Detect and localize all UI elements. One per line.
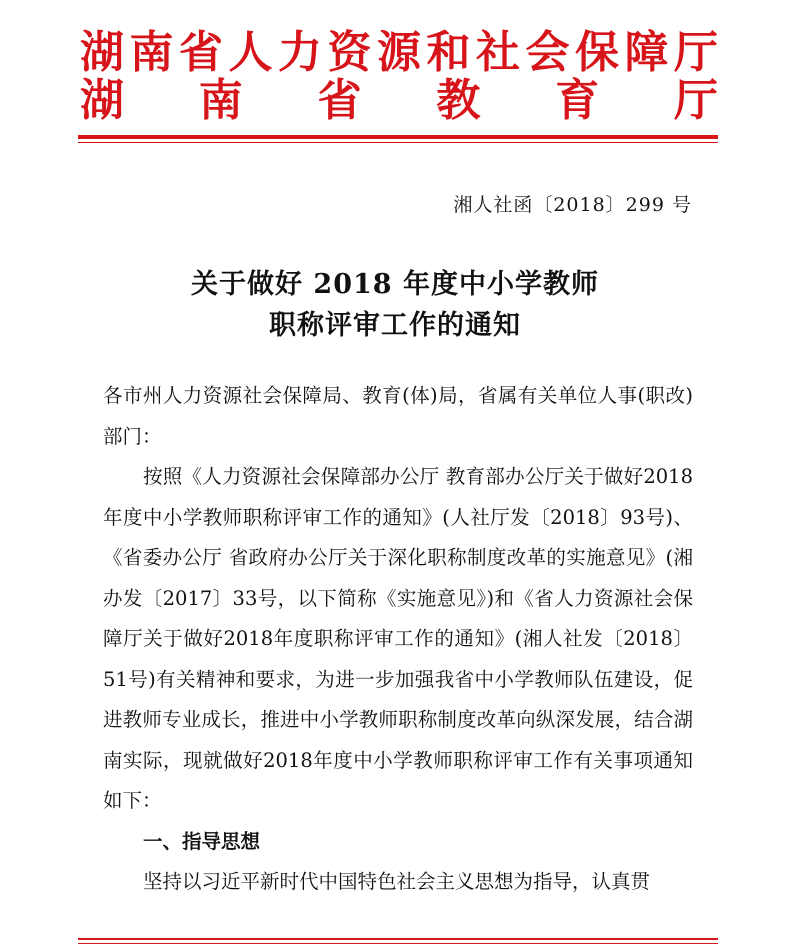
header-char: 和 (426, 27, 471, 78)
header-char: 厅 (674, 27, 718, 78)
footer-divider-thick (78, 938, 718, 940)
header-char: 省 (317, 75, 362, 126)
body-paragraph: 按照《人力资源社会保障部办公厅 教育部办公厅关于做好2018年度中小学教师职称评审工作的通知》(人社厅发〔2018〕93号)、《省委办公厅 省政府办公厅关于深化职称制度改革的实施意见》(湘办发〔2017〕33号，以下简称《实施意见》)和《省人力资源社会保障厅关于做好2018年度职称评审工作的通知》(湘人社发〔2018〕51号)有关精神和要求，为进一步加强我省中小学教师队伍建设，促进教师专业成长，推进中小学教师职称制度改革向纵深发展，结合湖南实际，现就做好2018年度中小学教师职称评审工作有关事项通知如下： (103, 465, 693, 812)
document-body (103, 376, 693, 903)
header-char: 源 (377, 27, 421, 78)
header-divider-thin (78, 142, 718, 143)
header-char: 省 (179, 27, 223, 78)
footer-divider-thin (78, 943, 718, 944)
issuer-header-line-2 (80, 75, 718, 126)
header-divider-thick (78, 135, 718, 139)
header-char: 资 (327, 27, 372, 78)
body-paragraph: 坚持以习近平新时代中国特色社会主义思想为指导，认真贯 (143, 870, 651, 893)
header-char: 南 (198, 75, 243, 126)
document-title-line-2: 职称评审工作的通知 (269, 310, 521, 341)
header-char: 湖 (80, 75, 124, 126)
header-char: 湖 (80, 27, 124, 78)
header-char: 障 (624, 27, 669, 78)
section-heading: 一、指导思想 (143, 829, 261, 853)
issuer-header-line-1 (80, 27, 718, 78)
document-number: 湘人社函〔2018〕299 号 (453, 194, 692, 216)
salutation: 各市州人力资源社会保障局、教育(体)局，省属有关单位人事(职改)部门： (103, 384, 693, 448)
header-char: 育 (555, 75, 600, 126)
header-char: 人 (228, 27, 273, 78)
header-char: 教 (436, 75, 481, 126)
header-char: 厅 (673, 75, 718, 126)
header-char: 南 (129, 27, 174, 78)
document-title-line-1: 关于做好 2018 年度中小学教师 (191, 269, 599, 300)
header-char: 保 (575, 27, 619, 78)
header-char: 力 (278, 27, 322, 78)
header-char: 会 (525, 27, 570, 78)
header-char: 社 (476, 27, 520, 78)
